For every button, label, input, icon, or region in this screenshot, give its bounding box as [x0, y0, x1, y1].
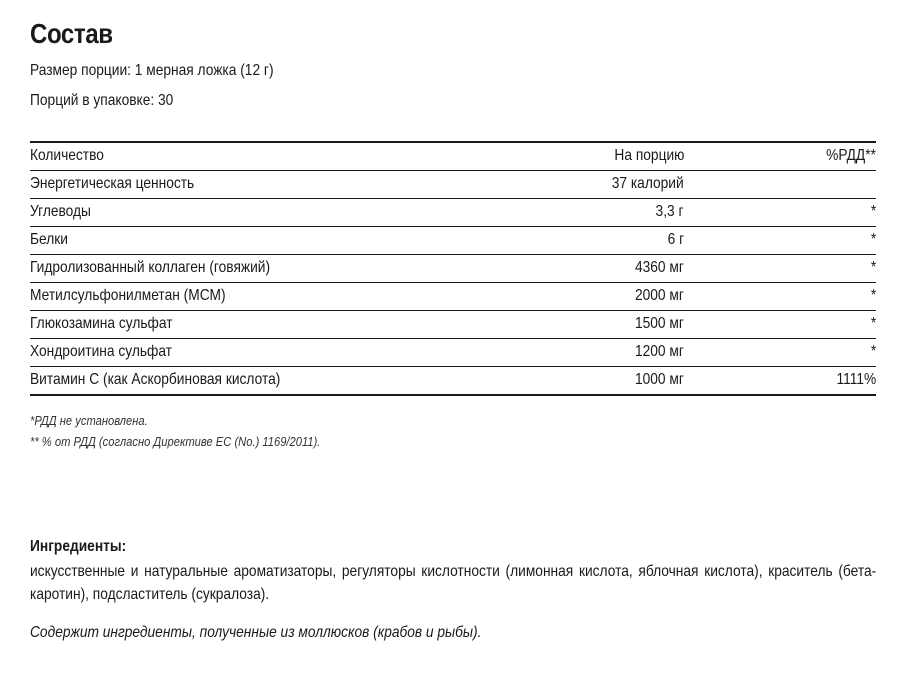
column-header-rda: %РДД**	[826, 147, 876, 164]
nutrition-table	[30, 141, 876, 396]
nutrient-amount: 2000 мг	[635, 287, 684, 304]
table-row	[30, 283, 876, 311]
column-header-per-serving: На порцию	[613, 147, 684, 164]
table-row	[30, 227, 876, 255]
table-row	[30, 171, 876, 199]
nutrient-name: Метилсульфонилметан (МСМ)	[30, 287, 226, 304]
nutrient-amount: 3,3 г	[656, 203, 684, 220]
table-row	[30, 199, 876, 227]
nutrient-amount: 6 г	[667, 231, 684, 248]
footnote-rda-not-established: *РДД не установлена.	[30, 413, 148, 428]
nutrient-amount: 1500 мг	[635, 315, 684, 332]
nutrient-amount: 37 калорий	[612, 175, 684, 192]
column-header-quantity: Количество	[30, 147, 104, 164]
nutrient-rda: *	[870, 343, 876, 360]
nutrient-name: Витамин С (как Аскорбиновая кислота)	[30, 371, 281, 388]
nutrient-rda: *	[870, 231, 876, 248]
nutrient-rda: *	[870, 315, 876, 332]
ingredients-text: искусственные и натуральные ароматизаторы, регуляторы кислотности (лимонная кислота, яблочная кислота), краситель (бета-каротин), подсластитель (сукралоза).	[30, 563, 877, 603]
nutrient-rda: *	[870, 203, 876, 220]
nutrient-amount: 4360 мг	[635, 259, 684, 276]
footnote-rda-directive: ** % от РДД (согласно Директиве ЕС (No.) 1169/2011).	[30, 434, 321, 449]
serving-size: Размер порции: 1 мерная ложка (12 г)	[30, 62, 274, 79]
table-row	[30, 339, 876, 367]
ingredients-heading: Ингредиенты:	[30, 538, 127, 555]
servings-per-container: Порций в упаковке: 30	[30, 92, 174, 109]
nutrient-name: Хондроитина сульфат	[30, 343, 172, 360]
nutrient-rda: *	[870, 287, 876, 304]
nutrient-name: Энергетическая ценность	[30, 175, 195, 192]
nutrient-rda: *	[870, 259, 876, 276]
nutrient-name: Глюкозамина сульфат	[30, 315, 173, 332]
table-row	[30, 255, 876, 283]
nutrient-name: Углеводы	[30, 203, 91, 220]
nutrient-amount: 1000 мг	[635, 371, 684, 388]
nutrient-name: Белки	[30, 231, 68, 248]
nutrient-name: Гидролизованный коллаген (говяжий)	[30, 259, 271, 276]
nutrient-amount: 1200 мг	[635, 343, 684, 360]
footnotes	[30, 410, 320, 452]
page-title: Состав	[30, 18, 113, 49]
nutrient-rda: 1111%	[836, 371, 876, 388]
allergen-note: Содержит ингредиенты, полученные из моллюсков (крабов и рыбы).	[30, 624, 482, 641]
table-header-row	[30, 143, 876, 171]
table-row	[30, 367, 876, 394]
table-row	[30, 311, 876, 339]
